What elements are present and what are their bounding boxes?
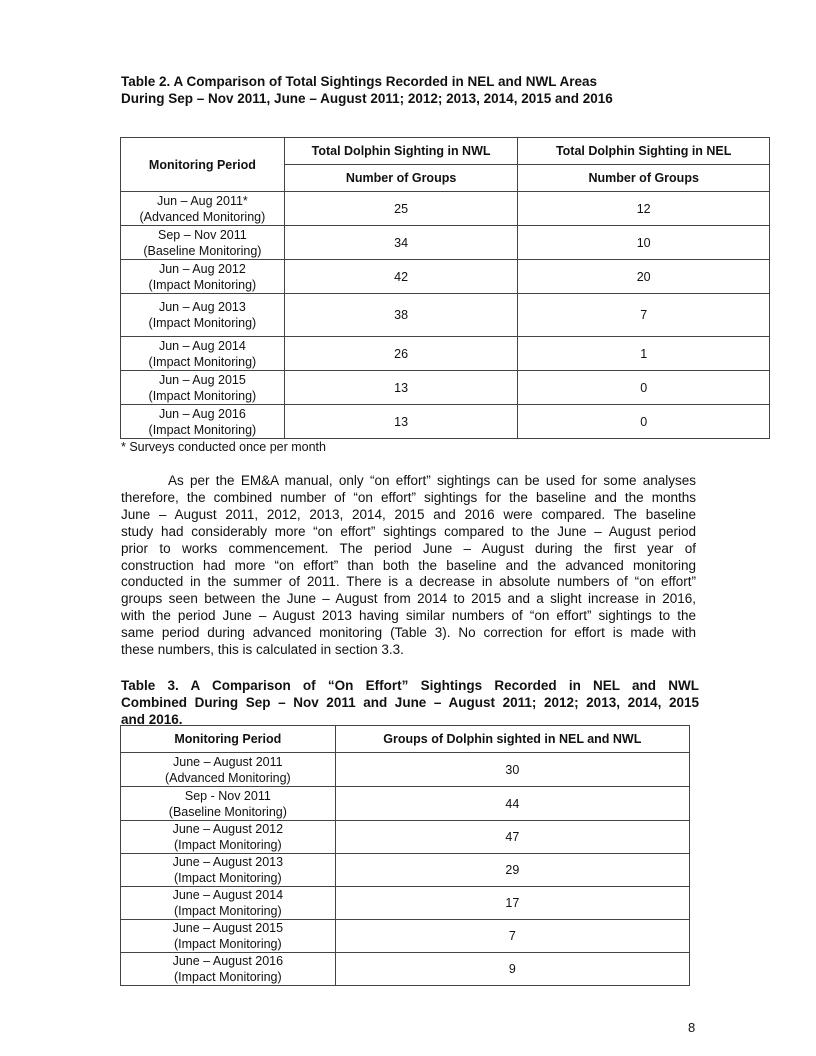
nwl-groups-cell: 42 bbox=[284, 260, 518, 294]
nel-groups-cell: 0 bbox=[518, 405, 770, 439]
monitoring-period-cell bbox=[121, 294, 285, 337]
dolphin-groups-cell: 29 bbox=[335, 854, 689, 887]
nel-groups-cell: 20 bbox=[518, 260, 770, 294]
table-2-caption bbox=[121, 73, 681, 107]
monitoring-type-label: (Impact Monitoring) bbox=[173, 838, 282, 852]
column-header-nwl: Total Dolphin Sighting in NWL bbox=[284, 138, 518, 165]
monitoring-type-label: (Impact Monitoring) bbox=[173, 904, 282, 918]
period-label: June – August 2016 bbox=[172, 954, 284, 968]
table-3-on-effort-sightings bbox=[120, 725, 690, 986]
table-2-footnote: * Surveys conducted once per month bbox=[121, 440, 326, 454]
monitoring-period-cell bbox=[121, 337, 285, 371]
period-label: Jun – Aug 2011* bbox=[156, 193, 248, 208]
monitoring-type-label: (Impact Monitoring) bbox=[173, 937, 282, 951]
monitoring-period-cell bbox=[121, 753, 336, 787]
monitoring-period-cell bbox=[121, 920, 336, 953]
monitoring-period-cell bbox=[121, 821, 336, 854]
monitoring-type-label: (Impact Monitoring) bbox=[148, 316, 257, 330]
table-row bbox=[121, 887, 690, 920]
page-number: 8 bbox=[688, 1020, 696, 1035]
dolphin-groups-cell: 7 bbox=[335, 920, 689, 953]
column-header-nel: Total Dolphin Sighting in NEL bbox=[518, 138, 770, 165]
table-row bbox=[121, 337, 770, 371]
nel-groups-cell: 1 bbox=[518, 337, 770, 371]
period-label: Jun – Aug 2012 bbox=[158, 261, 246, 276]
nel-groups-cell: 7 bbox=[518, 294, 770, 337]
table-row bbox=[121, 854, 690, 887]
period-label: Jun – Aug 2016 bbox=[158, 406, 246, 421]
monitoring-type-label: (Baseline Monitoring) bbox=[168, 804, 287, 819]
monitoring-type-label: (Impact Monitoring) bbox=[173, 871, 282, 885]
period-label: June – August 2011 bbox=[173, 754, 283, 769]
table-row bbox=[121, 405, 770, 439]
monitoring-period-cell bbox=[121, 854, 336, 887]
dolphin-groups-cell: 30 bbox=[335, 753, 689, 787]
dolphin-groups-cell: 47 bbox=[335, 821, 689, 854]
nel-groups-cell: 0 bbox=[518, 371, 770, 405]
column-header-monitoring-period: Monitoring Period bbox=[121, 138, 285, 192]
paragraph-line: construction had more “on effort” than both the baseline and the advanced monitoring bbox=[121, 557, 696, 573]
table-row bbox=[121, 787, 690, 821]
paragraph-line: groups seen between the June – August from 2014 to 2015 and a slight increase in 2016, bbox=[121, 591, 696, 607]
dolphin-groups-cell: 17 bbox=[335, 887, 689, 920]
paragraph-line: conducted in the summer of 2011. There is a decrease in absolute numbers of “on effort” bbox=[121, 574, 696, 590]
table-row bbox=[121, 953, 690, 986]
monitoring-period-cell bbox=[121, 787, 336, 821]
table-row bbox=[121, 753, 690, 787]
table-3-caption-line-2: Combined During Sep – Nov 2011 and June – August 2011; 2012; 2013, 2014, 2015 bbox=[121, 695, 699, 710]
table-row bbox=[121, 294, 770, 337]
table-row bbox=[121, 821, 690, 854]
table-2-caption-line-1: Table 2. A Comparison of Total Sightings Recorded in NEL and NWL Areas bbox=[121, 74, 598, 89]
nel-groups-cell: 12 bbox=[518, 192, 770, 226]
table-3-caption-line-3: and 2016. bbox=[121, 712, 183, 727]
period-label: June – August 2014 bbox=[172, 888, 284, 902]
paragraph-line: prior to works commencement. The period June – August during the first year of bbox=[121, 540, 696, 556]
period-label: Jun – Aug 2015 bbox=[158, 372, 246, 387]
monitoring-type-label: (Impact Monitoring) bbox=[148, 388, 257, 403]
nwl-groups-cell: 13 bbox=[284, 371, 518, 405]
body-paragraph bbox=[121, 473, 696, 659]
paragraph-line: As per the EM&A manual, only “on effort” sightings can be used for some analyses bbox=[168, 473, 696, 488]
monitoring-type-label: (Advanced Monitoring) bbox=[164, 770, 291, 785]
table-2-sightings-nel-nwl bbox=[120, 137, 770, 439]
monitoring-type-label: (Impact Monitoring) bbox=[148, 354, 257, 369]
table-2-caption-line-2: During Sep – Nov 2011, June – August 2011; 2012; 2013, 2014, 2015 and 2016 bbox=[121, 91, 613, 106]
period-label: June – August 2013 bbox=[172, 855, 284, 869]
paragraph-line: these numbers, this is calculated in section 3.3. bbox=[121, 642, 404, 658]
nwl-groups-cell: 25 bbox=[284, 192, 518, 226]
table-3-caption bbox=[121, 677, 699, 728]
table-3-caption-line-1: Table 3. A Comparison of “On Effort” Sightings Recorded in NEL and NWL bbox=[121, 678, 699, 693]
table-row bbox=[121, 226, 770, 260]
table-row bbox=[121, 920, 690, 953]
paragraph-line: therefore, the combined number of “on effort” sightings for the baseline and the months bbox=[121, 489, 696, 505]
monitoring-period-cell bbox=[121, 405, 285, 439]
monitoring-type-label: (Impact Monitoring) bbox=[148, 277, 257, 292]
nwl-groups-cell: 38 bbox=[284, 294, 518, 337]
monitoring-period-cell bbox=[121, 260, 285, 294]
period-label: Sep – Nov 2011 bbox=[158, 227, 247, 242]
dolphin-groups-cell: 9 bbox=[335, 953, 689, 986]
monitoring-type-label: (Impact Monitoring) bbox=[148, 422, 257, 437]
paragraph-line: June – August 2011, 2012, 2013, 2014, 2015 and 2016 were compared. The baseline bbox=[121, 506, 696, 522]
paragraph-line: study had considerably more “on effort” sightings compared to the June – August period bbox=[121, 523, 696, 539]
monitoring-period-cell bbox=[121, 371, 285, 405]
nwl-groups-cell: 13 bbox=[284, 405, 518, 439]
table-row bbox=[121, 371, 770, 405]
nwl-groups-cell: 26 bbox=[284, 337, 518, 371]
table-2-body bbox=[121, 192, 770, 439]
column-header-monitoring-period: Monitoring Period bbox=[121, 726, 336, 753]
column-subheader-nel: Number of Groups bbox=[518, 165, 770, 192]
monitoring-type-label: (Baseline Monitoring) bbox=[143, 243, 262, 258]
period-label: Jun – Aug 2014 bbox=[158, 338, 246, 353]
monitoring-period-cell bbox=[121, 953, 336, 986]
paragraph-line: same period during advanced monitoring (Table 3). No correction for effort is made with bbox=[121, 625, 696, 641]
nwl-groups-cell: 34 bbox=[284, 226, 518, 260]
period-label: Jun – Aug 2013 bbox=[158, 300, 246, 314]
monitoring-period-cell bbox=[121, 887, 336, 920]
paragraph-line: with the period June – August 2013 having similar numbers of “on effort” sightings to the bbox=[121, 608, 696, 624]
period-label: June – August 2015 bbox=[172, 921, 284, 935]
table-3-body bbox=[121, 753, 690, 986]
monitoring-type-label: (Impact Monitoring) bbox=[173, 970, 282, 984]
monitoring-period-cell bbox=[121, 192, 285, 226]
monitoring-period-cell bbox=[121, 226, 285, 260]
column-header-groups: Groups of Dolphin sighted in NEL and NWL bbox=[335, 726, 689, 753]
monitoring-type-label: (Advanced Monitoring) bbox=[139, 209, 266, 224]
column-subheader-nwl: Number of Groups bbox=[284, 165, 518, 192]
period-label: June – August 2012 bbox=[172, 822, 284, 836]
nel-groups-cell: 10 bbox=[518, 226, 770, 260]
dolphin-groups-cell: 44 bbox=[335, 787, 689, 821]
table-row bbox=[121, 192, 770, 226]
period-label: Sep - Nov 2011 bbox=[184, 788, 271, 803]
table-row bbox=[121, 260, 770, 294]
